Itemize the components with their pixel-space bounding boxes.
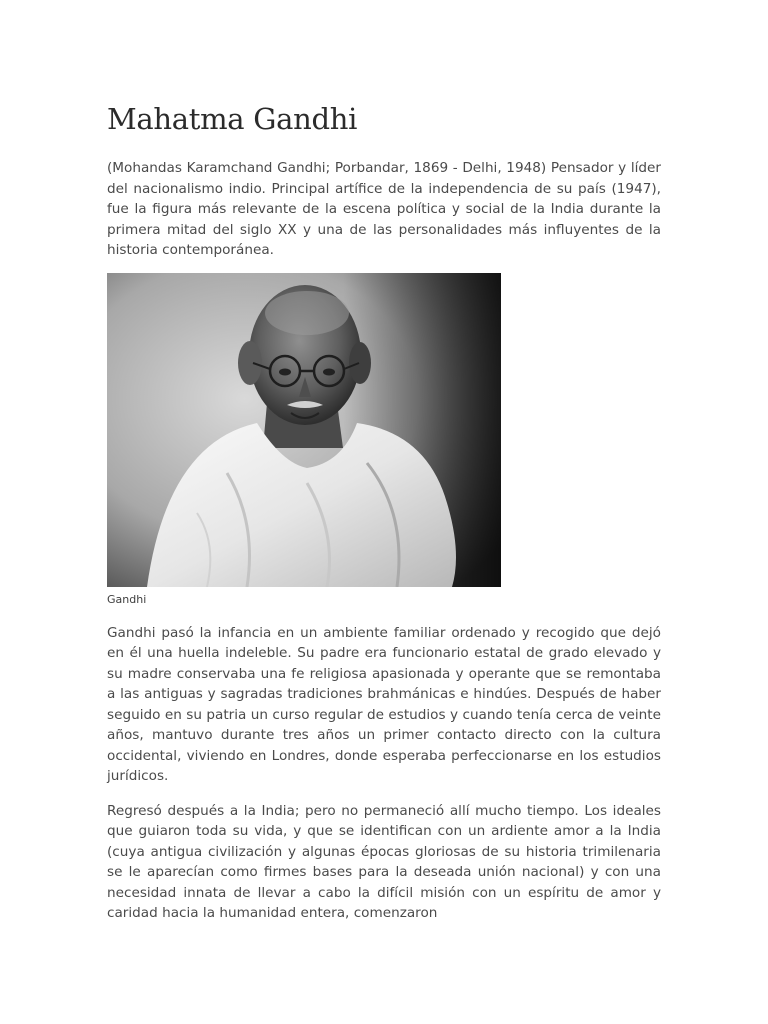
page-title: Mahatma Gandhi <box>107 102 358 136</box>
body-paragraph-2: Regresó después a la India; pero no permaneció allí mucho tiempo. Los ideales que guiaron toda su vida, y que se identifican con un ardiente amor a la India (cuya antigua civilización y algunas épocas gloriosas de su historia trimilenaria se le aparecían como firmes bases para la deseada unión nacional) y con una necesidad innata de llevar a cabo la difícil misión con un espíritu de amor y caridad hacia la humanidad entera, comenzaron <box>107 802 661 921</box>
intro-paragraph: (Mohandas Karamchand Gandhi; Porbandar, 1869 - Delhi, 1948) Pensador y líder del nacionalismo indio. Principal artífice de la independencia de su país (1947), fue la figura más relevante de la escena política y social de la India durante la primera mitad del siglo XX y una de las personalidades más influyentes de la historia contemporánea. <box>107 160 661 258</box>
gandhi-portrait-photo <box>107 273 501 587</box>
body-paragraph-1: Gandhi pasó la infancia en un ambiente familiar ordenado y recogido que dejó en él una huella indeleble. Su padre era funcionario estatal de grado elevado y su madre conservaba una fe religiosa apasionada y operante que se remontaba a las antiguas y sagradas tradiciones brahmánicas e hindúes. Después de haber seguido en su patria un curso regular de estudios y cuando tenía cerca de veinte años, mantuvo durante tres años un primer contacto directo con la cultura occidental, viviendo en Londres, donde esperaba perfeccionarse en los estudios jurídicos. <box>107 624 661 784</box>
document-page <box>107 100 661 938</box>
image-caption: Gandhi <box>107 592 147 606</box>
